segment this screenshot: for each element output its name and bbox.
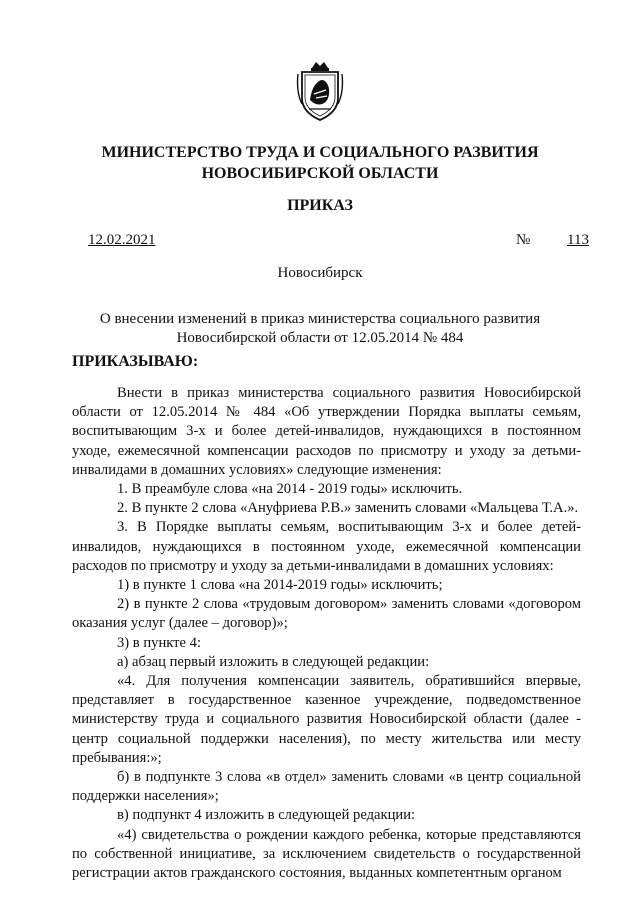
ministry-line-1: МИНИСТЕРСТВО ТРУДА И СОЦИАЛЬНОГО РАЗВИТИЯ (101, 144, 539, 161)
ministry-line-2: НОВОСИБИРСКОЙ ОБЛАСТИ (201, 165, 439, 182)
body-paragraph: 3. В Порядке выплаты семьям, воспитывающим 3-х и более детей-инвалидов, нуждающихся в постоянном уходе, ежемесячной компенсации расходов по присмотру и уходу за детьми-инвалидами в домашних условиях: (72, 519, 581, 574)
order-subject (60, 310, 580, 348)
body-paragraph: 2) в пункте 2 слова «трудовым договором» заменить словами «договором оказания услуг (далее – договор)»; (72, 596, 581, 632)
body-paragraph: б) в подпункте 3 слова «в отдел» заменить словами «в центр социальной поддержки населения»; (72, 769, 581, 805)
body-paragraph: 3) в пункте 4: (117, 634, 202, 651)
body-paragraph: 1) в пункте 1 слова «на 2014-2019 годы» исключить; (117, 577, 443, 594)
body-paragraph: «4. Для получения компенсации заявитель, обратившийся впервые, представляет в государственное казенное учреждение, подведомственное министерству труда и социального развития Новосибирской области (далее - центр социальной поддержки населения), по месту жительства или месту пребывания:»; (72, 673, 581, 766)
body-paragraph: в) подпункт 4 изложить в следующей редакции: (117, 807, 416, 824)
body-paragraph: а) абзац первый изложить в следующей редакции: (117, 653, 430, 670)
subject-line-2: Новосибирской области от 12.05.2014 № 484 (176, 330, 464, 346)
body-paragraph: 1. В преамбуле слова «на 2014 - 2019 годы» исключить. (117, 481, 463, 498)
coat-of-arms-emblem (296, 60, 344, 122)
number-sign: № (516, 232, 531, 248)
city-name: Новосибирск (277, 265, 363, 281)
body-paragraph: «4) свидетельства о рождении каждого ребенка, которые представляются по собственной инициативе, за исключением свидетельств о государственной регистрации актов гражданского состояния, выданных компетентным органом (72, 826, 581, 882)
body-paragraph: 2. В пункте 2 слова «Ануфриева Р.В.» заменить словами «Мальцева Т.А.». (117, 500, 579, 517)
order-date: 12.02.2021 (88, 232, 156, 248)
ministry-name (0, 142, 640, 184)
order-number: 113 (567, 232, 589, 248)
order-directive-word: ПРИКАЗЫВАЮ: (72, 353, 199, 370)
subject-line-1: О внесении изменений в приказ министерства социального развития (99, 311, 541, 327)
body-paragraph: Внести в приказ министерства социального развития Новосибирской области от 12.05.2014 № 484 «Об утверждении Порядка выплаты семьям, воспитывающим 3-х и более детей-инвалидов, нуждающихся в постоянном уходе, ежемесячной компенсации расходов по присмотру и уходу за детьми-инвалидами в домашних условиях» следующие изменения: (72, 385, 581, 478)
order-body (72, 384, 581, 883)
order-title: ПРИКАЗ (287, 197, 353, 214)
